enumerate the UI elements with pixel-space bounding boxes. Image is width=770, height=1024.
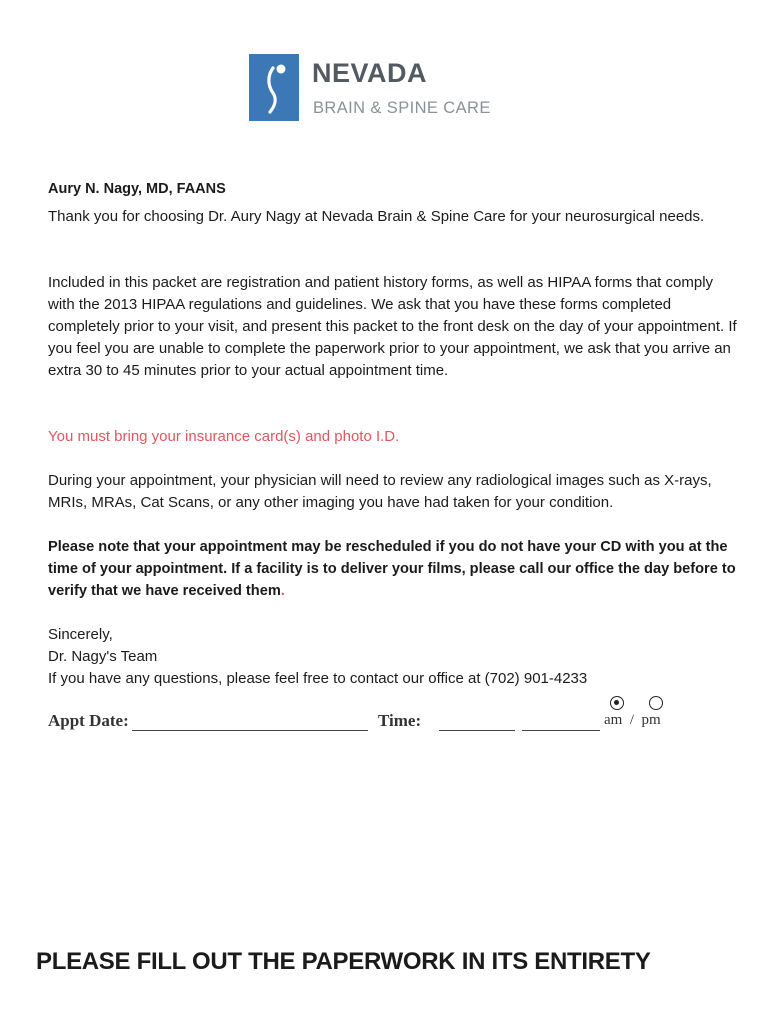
logo-subtitle: BRAIN & SPINE CARE	[313, 99, 491, 117]
insurance-warning: You must bring your insurance card(s) and photo I.D.	[48, 428, 400, 445]
doctor-credentials: FAANS	[176, 181, 226, 197]
am-pm-label: am / pm	[604, 712, 661, 728]
imaging-paragraph: During your appointment, your physician will need to review any radiological images such as X-rays, MRIs, MRAs, Cat Scans, or any other imaging you have had taken for your condition.	[48, 472, 712, 511]
packet-paragraph: Included in this packet are registration and patient history forms, as well as HIPAA forms that comply with the 2013 HIPAA regulations and guidelines. We ask that you have these forms completed completely prior to your visit, and present this packet to the front desk on the day of your appointment. If you feel you are unable to complete the paperwork prior to your appointment, we ask that you arrive an extra 30 to 45 minutes prior to your actual appointment time.	[48, 274, 737, 379]
am-radio[interactable]	[610, 696, 624, 710]
spine-icon	[249, 54, 299, 121]
pm-radio[interactable]	[649, 696, 663, 710]
time-hour-field[interactable]	[439, 730, 515, 731]
time-label: Time:	[378, 711, 422, 730]
logo	[249, 54, 519, 122]
closing	[48, 624, 738, 690]
reschedule-note-text: Please note that your appointment may be rescheduled if you do not have your CD with you at the time of your appointment. If a facility is to deliver your films, please call our office the day before to verify that we have received them	[48, 539, 736, 599]
appt-date-label: Appt Date:	[48, 711, 129, 730]
reschedule-note	[48, 536, 738, 602]
contact-line: If you have any questions, please feel free to contact our office at (702) 901-4233	[48, 670, 588, 687]
footer-instruction: PLEASE FILL OUT THE PAPERWORK IN ITS ENTIRETY	[36, 948, 651, 975]
sincerely-text: Sincerely,	[48, 626, 113, 643]
logo-title: NEVADA	[312, 58, 428, 88]
time-minute-field[interactable]	[522, 730, 600, 731]
doctor-name	[48, 178, 738, 200]
reschedule-note-period: .	[280, 583, 285, 599]
doctor-name-text: Aury N. Nagy, MD,	[48, 181, 173, 197]
appt-date-field[interactable]	[132, 730, 368, 731]
appointment-row	[48, 708, 728, 738]
team-signature: Dr. Nagy's Team	[48, 648, 158, 665]
thanks-paragraph: Thank you for choosing Dr. Aury Nagy at Nevada Brain & Spine Care for your neurosurgical needs.	[48, 208, 705, 225]
